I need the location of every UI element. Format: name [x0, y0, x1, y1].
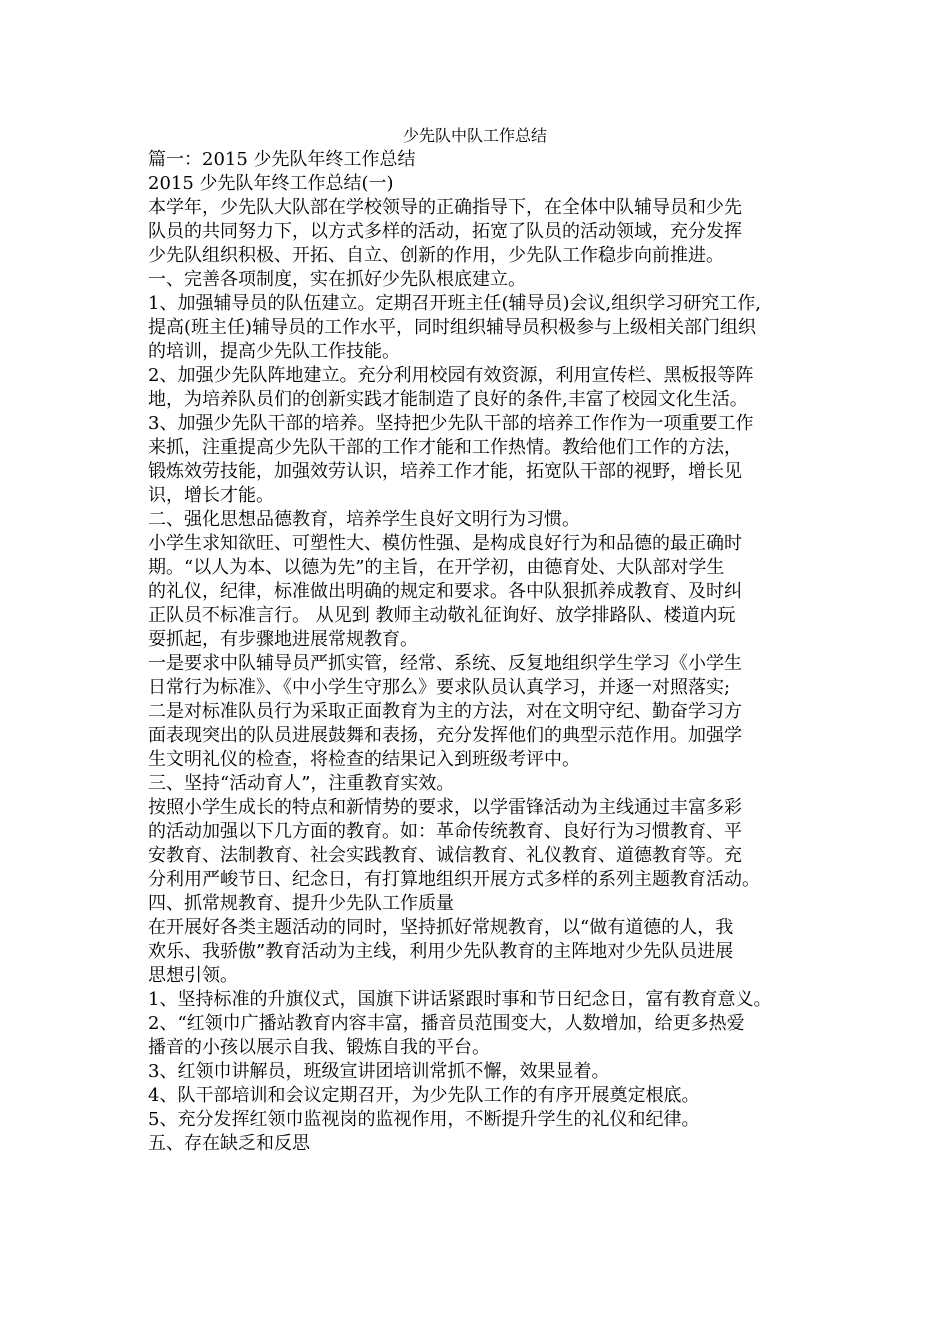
text-line: 三、坚持“活动育人”，注重教育实效。 [148, 773, 455, 794]
text-line: 5、充分发挥红领巾监视岗的监视作用，不断提升学生的礼仪和纪律。 [148, 1109, 700, 1130]
text-line: 一是要求中队辅导员严抓实管，经常、系统、反复地组织学生学习《小学生 [148, 653, 742, 674]
text-line: 锻炼效劳技能，加强效劳认识，培养工作才能，拓宽队干部的视野，增长见 [148, 461, 742, 482]
paragraph [148, 412, 816, 508]
text-line: 来抓，注重提高少先队干部的工作才能和工作热情。教给他们工作的方法， [148, 437, 742, 458]
text-line: 正队员不标准言行。 从见到 教师主动敬礼征询好、放学排路队、楼道内玩 [148, 605, 736, 626]
paragraph [148, 508, 816, 532]
text-line: 篇一：2015 少先队年终工作总结 [148, 149, 416, 170]
text-line: 少先队组织积极、开拓、自立、创新的作用，少先队工作稳步向前推进。 [148, 245, 724, 266]
text-line: 四、抓常规教育、提升少先队工作质量 [148, 893, 454, 914]
paragraph [148, 1132, 816, 1156]
paragraph [148, 532, 816, 652]
text-line: 1、坚持标准的升旗仪式，国旗下讲话紧跟时事和节日纪念日，富有教育意义。 [148, 989, 772, 1010]
text-line: 在开展好各类主题活动的同时，坚持抓好常规教育，以“做有道德的人，我 [148, 917, 734, 938]
text-line: 安教育、法制教育、社会实践教育、诚信教育、礼仪教育、道德教育等。充 [148, 845, 742, 866]
text-line: 提高(班主任)辅导员的工作水平，同时组织辅导员积极参与上级相关部门组织 [148, 317, 757, 338]
text-line: 队员的共同努力下，以方式多样的活动，拓宽了队员的活动领域，充分发挥 [148, 221, 742, 242]
paragraph [148, 892, 816, 916]
text-line: 3、加强少先队干部的培养。坚持把少先队干部的培养工作作为一项重要工作 [148, 413, 754, 434]
text-line: 2015 少先队年终工作总结(一) [148, 173, 394, 194]
text-line: 耍抓起，有步骤地进展常规教育。 [148, 629, 418, 650]
text-line: 一、完善各项制度，实在抓好少先队根底建立。 [148, 269, 526, 290]
paragraph [148, 916, 816, 988]
paragraph [148, 988, 816, 1012]
paragraph [148, 1012, 816, 1060]
text-line: 日常行为标准》、《中小学生守那么》要求队员认真学习，并逐一对照落实; [148, 677, 731, 698]
text-line: 期。“以人为本、以德为先”的主旨，在开学初，由德育处、大队部对学生 [148, 557, 725, 578]
paragraph [148, 196, 816, 268]
text-line: 五、存在缺乏和反思 [148, 1133, 310, 1154]
text-line: 的活动加强以下几方面的教育。如：革命传统教育、良好行为习惯教育、平 [148, 821, 742, 842]
text-line: 分利用严峻节日、纪念日，有打算地组织开展方式多样的系列主题教育活动。 [148, 869, 760, 890]
paragraph [148, 796, 816, 892]
paragraph [148, 1060, 816, 1084]
text-line: 3、红领巾讲解员，班级宣讲团培训常抓不懈，效果显着。 [148, 1061, 610, 1082]
text-line: 面表现突出的队员进展鼓舞和表扬，充分发挥他们的典型示范作用。加强学 [148, 725, 742, 746]
text-line: 二、强化思想品德教育，培养学生良好文明行为习惯。 [148, 509, 580, 530]
paragraph [148, 148, 816, 172]
text-line: 地，为培养队员们的创新实践才能制造了良好的条件,丰富了校园文化生活。 [148, 389, 748, 410]
document-title: 少先队中队工作总结 [402, 126, 547, 145]
text-line: 按照小学生成长的特点和新情势的要求，以学雷锋活动为主线通过丰富多彩 [148, 797, 742, 818]
paragraph [148, 364, 816, 412]
paragraph [148, 1108, 816, 1132]
paragraph [148, 652, 816, 772]
text-line: 生文明礼仪的检查，将检查的结果记入到班级考评中。 [148, 749, 580, 770]
text-line: 二是对标准队员行为采取正面教育为主的方法，对在文明守纪、勤奋学习方 [148, 701, 742, 722]
paragraph [148, 1084, 816, 1108]
text-line: 欢乐、我骄傲”教育活动为主线，利用少先队教育的主阵地对少先队员进展 [148, 941, 734, 962]
text-line: 思想引领。 [148, 965, 238, 986]
text-line: 2、加强少先队阵地建立。充分利用校园有效资源，利用宣传栏、黑板报等阵 [148, 365, 754, 386]
document-body [148, 148, 816, 1156]
text-line: 播音的小孩以展示自我、锻炼自我的平台。 [148, 1037, 490, 1058]
text-line: 1、加强辅导员的队伍建立。定期召开班主任(辅导员)会议,组织学习研究工作, [148, 293, 761, 314]
paragraph [148, 172, 816, 196]
text-line: 4、队干部培训和会议定期召开，为少先队工作的有序开展奠定根底。 [148, 1085, 700, 1106]
text-line: 的礼仪，纪律，标准做出明确的规定和要求。各中队狠抓养成教育、及时纠 [148, 581, 742, 602]
text-line: 2、“红领巾广播站教育内容丰富，播音员范围变大，人数增加，给更多热爱 [148, 1013, 745, 1034]
text-line: 识，增长才能。 [148, 485, 274, 506]
paragraph [148, 772, 816, 796]
paragraph [148, 292, 816, 364]
text-line: 小学生求知欲旺、可塑性大、模仿性强、是构成良好行为和品德的最正确时 [148, 533, 742, 554]
text-line: 的培训，提高少先队工作技能。 [148, 341, 400, 362]
text-line: 本学年，少先队大队部在学校领导的正确指导下，在全体中队辅导员和少先 [148, 197, 742, 218]
paragraph [148, 268, 816, 292]
